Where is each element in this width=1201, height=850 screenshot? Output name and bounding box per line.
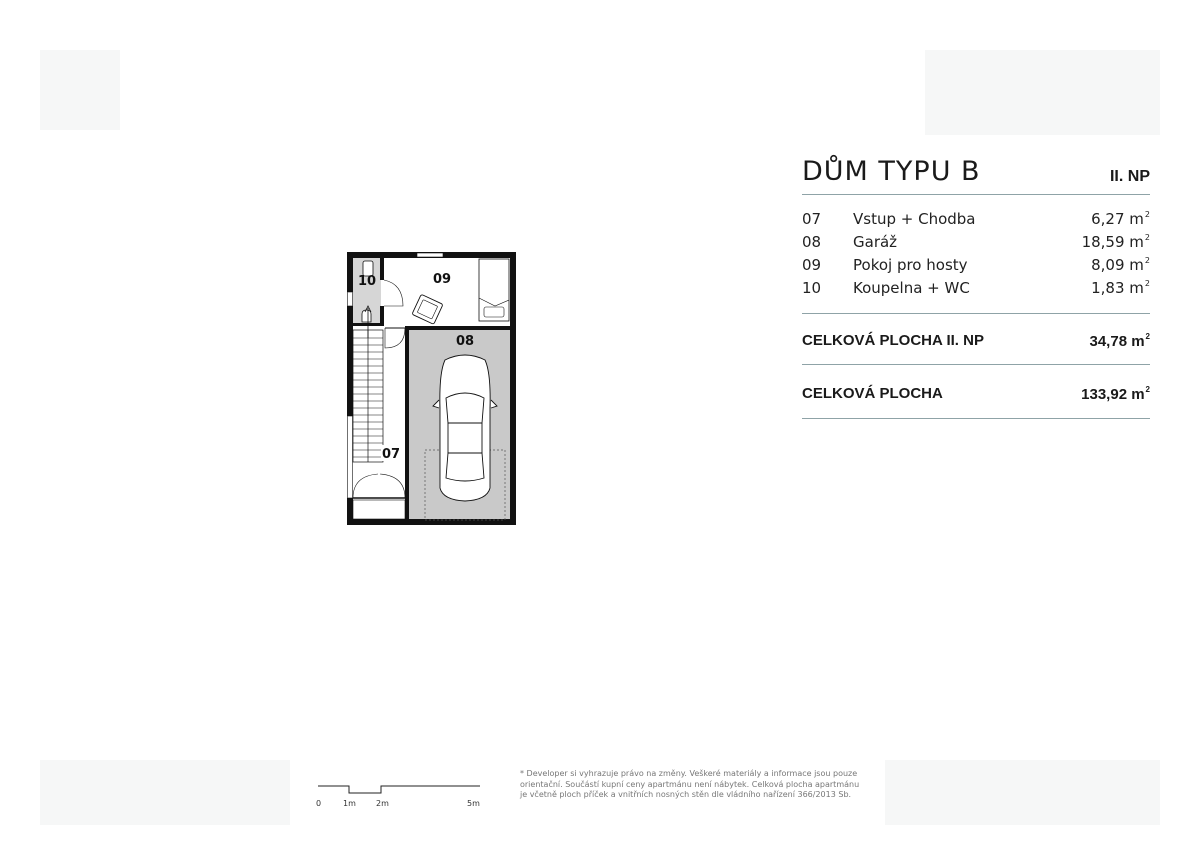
- room-label: 09: [433, 272, 452, 287]
- room-label: 10: [358, 274, 377, 289]
- room-name: Garáž: [853, 233, 898, 251]
- room-name: Pokoj pro hosty: [853, 256, 968, 274]
- room-row: [802, 208, 1150, 231]
- room-number: 10: [802, 279, 822, 297]
- scale-tick-label: 1m: [343, 799, 356, 808]
- room-name: Koupelna + WC: [853, 279, 970, 297]
- room-area: 1,83 $m^2$: [1091, 279, 1150, 297]
- house-type-title: DŮM TYPU B: [802, 156, 981, 187]
- room-row: [802, 254, 1150, 277]
- scale-bar: [310, 775, 490, 815]
- room-area: 6,27 $m^2$: [1091, 210, 1150, 228]
- overall-total-value: 133,92 $m^2$: [1081, 385, 1150, 403]
- room-area: 18,59 $m^2$: [1081, 233, 1150, 251]
- room-label: 07: [382, 447, 401, 462]
- pillow: [484, 307, 504, 317]
- entry-door: [353, 474, 405, 519]
- room-label: 08: [456, 334, 475, 349]
- background-block: [925, 50, 1160, 135]
- room-row: [802, 231, 1150, 254]
- floor-total-value: 34,78 $m^2$: [1089, 332, 1150, 350]
- room-row: [802, 277, 1150, 300]
- car: [433, 355, 497, 501]
- room-number: 09: [802, 256, 822, 274]
- disclaimer-note: * Developer si vyhrazuje právo na změny. Veškeré materiály a informace jsou pouze orientační. Součástí kupní ceny apartmánu není nábytek. Celková plocha apartmánu je včetně ploch příček a vnitřních nosných stěn dle vládního nařízení 366/2013 Sb.: [520, 769, 860, 799]
- window: [348, 416, 353, 498]
- scale-tick-label: 2m: [376, 799, 389, 808]
- scale-tick-label: 0: [316, 799, 322, 808]
- overall-total-row: [802, 365, 1150, 418]
- window: [417, 253, 443, 257]
- floor-plan: [345, 248, 517, 528]
- scale-bar-graphic: [310, 775, 490, 797]
- armchair: [412, 294, 443, 324]
- floor-label: II. NP: [1109, 168, 1150, 185]
- room-area-panel: [802, 150, 1150, 419]
- staircase: [353, 330, 383, 462]
- background-block: [40, 760, 290, 825]
- room-list: [802, 208, 1150, 300]
- floor-total-label: CELKOVÁ PLOCHA II. NP: [802, 332, 984, 349]
- door-swing: [385, 328, 405, 348]
- room-area: 8,09 $m^2$: [1091, 256, 1150, 274]
- window: [348, 292, 353, 306]
- overall-total-label: CELKOVÁ PLOCHA: [802, 385, 943, 402]
- door-swing: [384, 280, 403, 306]
- room-name: Vstup + Chodba: [853, 210, 976, 228]
- toilet: [362, 310, 371, 322]
- room-number: 08: [802, 233, 822, 251]
- panel-header: [802, 150, 1150, 195]
- background-block: [885, 760, 1160, 825]
- scale-tick-label: 5m: [467, 799, 480, 808]
- background-block: [40, 50, 120, 130]
- room-number: 07: [802, 210, 822, 228]
- floor-total-row: [802, 314, 1150, 364]
- divider: [802, 418, 1150, 419]
